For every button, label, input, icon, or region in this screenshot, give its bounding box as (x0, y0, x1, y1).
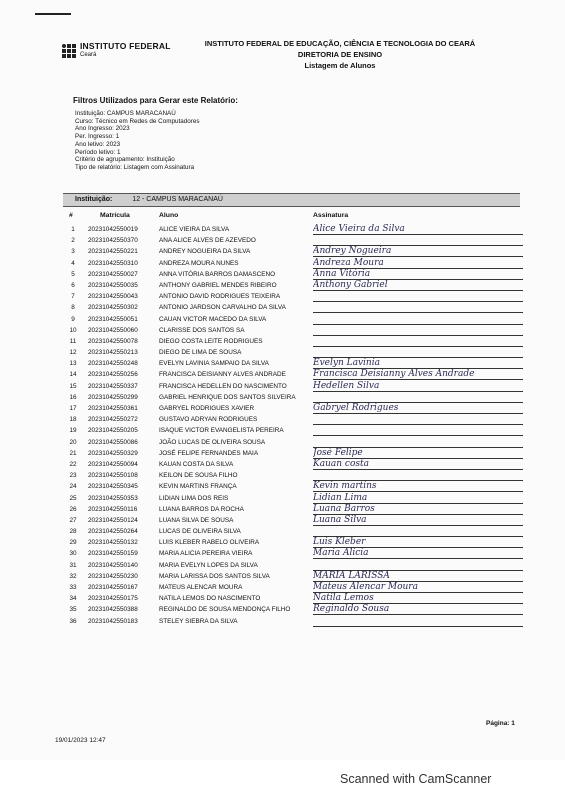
filter-line: Ano letivo: 2023 (75, 140, 121, 148)
row-matricula: 20231042550140 (88, 561, 138, 569)
print-date: 19/01/2023 12:47 (55, 737, 106, 744)
row-signature: MARIA LARISSA (313, 571, 523, 582)
row-matricula: 20231042550388 (88, 606, 138, 614)
student-table (63, 224, 523, 627)
table-row (63, 336, 523, 347)
table-row (63, 448, 523, 459)
row-number: 12 (69, 349, 77, 357)
row-number: 18 (69, 416, 77, 424)
row-matricula: 20231042550310 (88, 259, 138, 267)
row-number: 26 (69, 505, 77, 513)
row-signature (313, 616, 523, 627)
row-matricula: 20231042550086 (88, 438, 138, 446)
table-row (63, 392, 523, 403)
table-row (63, 358, 523, 369)
row-signature: Maria Alicia (313, 548, 523, 559)
table-row (63, 571, 523, 582)
row-matricula: 20231042550337 (88, 382, 138, 390)
filter-line: Instituição: CAMPUS MARACANAÚ (75, 110, 176, 117)
logo-grid-icon (62, 44, 76, 58)
filter-line: Tipo de relatório: Listagem com Assinatura (75, 163, 195, 171)
row-student-name: ANA ALICE ALVES DE AZEVEDO (159, 237, 256, 245)
row-signature: Francisca Deisianny Alves Andrade (313, 369, 523, 380)
table-row (63, 403, 523, 414)
row-signature: Anna Vitória (313, 269, 523, 280)
row-student-name: LUIS KLEBER RABELO OLIVEIRA (159, 539, 260, 547)
row-signature: Kauan costa (313, 459, 523, 470)
row-signature: Andrey Nogueira (313, 246, 523, 257)
row-number: 7 (71, 293, 75, 301)
table-row (63, 369, 523, 380)
row-matricula: 20231042550256 (88, 371, 138, 379)
row-matricula: 20231042550361 (88, 405, 138, 412)
row-matricula: 20231042550248 (88, 360, 138, 368)
row-signature (313, 414, 523, 425)
row-student-name: FRANCISCA HEDELLEN DO NASCIMENTO (159, 382, 287, 390)
table-row (63, 515, 523, 526)
table-row (63, 325, 523, 336)
row-matricula: 20231042550183 (88, 617, 138, 625)
row-student-name: CLARISSE DOS SANTOS SA (159, 326, 245, 334)
row-signature (313, 302, 523, 313)
row-number: 27 (69, 516, 77, 524)
scan-mark (35, 13, 71, 15)
row-signature: Luana Silva (313, 515, 523, 526)
table-row (63, 459, 523, 470)
row-number: 4 (71, 259, 75, 267)
filter-line: Per. Ingresso: 1 (75, 133, 120, 141)
report-header (160, 38, 520, 71)
filter-line: Curso: Técnico em Redes de Computadores (75, 117, 200, 125)
table-row (63, 470, 523, 481)
row-number: 1 (71, 226, 75, 233)
column-aluno: Aluno (159, 212, 179, 219)
row-student-name: CAUAN VICTOR MACEDO DA SILVA (159, 315, 267, 323)
row-matricula: 20231042550132 (88, 539, 138, 547)
row-number: 9 (71, 315, 75, 323)
row-matricula: 20231042550060 (88, 326, 138, 334)
row-matricula: 20231042550108 (88, 472, 138, 480)
page-number: Página: 1 (486, 720, 515, 727)
row-number: 10 (69, 326, 77, 334)
table-row (63, 224, 523, 235)
row-signature: José Felipe (313, 448, 523, 459)
table-row (63, 347, 523, 358)
row-matricula: 20231042550205 (88, 427, 138, 435)
institution-label: Instituição: (75, 196, 113, 203)
row-student-name: LUCAS DE OLIVEIRA SILVA (159, 528, 241, 536)
row-student-name: FRANCISCA DEISIANNY ALVES ANDRADE (159, 371, 286, 379)
row-signature (313, 291, 523, 302)
row-matricula: 20231042550094 (88, 460, 138, 468)
table-row (63, 582, 523, 593)
column-number: # (69, 212, 73, 219)
table-row (63, 291, 523, 302)
row-signature (313, 325, 523, 336)
column-assinatura: Assinatura (313, 212, 349, 219)
row-matricula: 20231042550230 (88, 572, 138, 580)
row-signature (313, 235, 523, 246)
row-matricula: 20231042550116 (88, 505, 138, 513)
row-student-name: ISAQUE VICTOR EVANGELISTA PEREIRA (159, 427, 284, 435)
row-matricula: 20231042550329 (88, 449, 138, 457)
row-matricula: 20231042550221 (88, 248, 138, 256)
institution-value: 12 - CAMPUS MARACANAÚ (132, 196, 223, 203)
row-matricula: 20231042550019 (88, 226, 138, 233)
logo-title: INSTITUTO FEDERAL (80, 41, 171, 51)
row-signature (313, 392, 523, 403)
row-signature: Evelyn Lavinia (313, 358, 523, 369)
row-student-name: DIEGO DE LIMA DE SOUSA (159, 349, 242, 357)
row-student-name: MATEUS ALENCAR MOURA (159, 584, 243, 591)
row-matricula: 20231042550299 (88, 393, 138, 401)
table-row (63, 437, 523, 448)
row-student-name: LIDIAN LIMA DOS REIS (159, 494, 229, 502)
row-matricula: 20231042550353 (88, 494, 138, 502)
row-number: 25 (69, 494, 77, 502)
row-signature: Hedellen Silva (313, 381, 523, 392)
row-signature: Gabryel Rodrigues (313, 403, 523, 414)
row-number: 11 (69, 337, 77, 345)
row-number: 13 (69, 360, 77, 368)
table-row (63, 537, 523, 548)
row-matricula: 20231042550175 (88, 595, 138, 603)
row-signature (313, 425, 523, 436)
table-row (63, 414, 523, 425)
row-number: 21 (69, 449, 77, 457)
row-student-name: STELEY SIEBRA DA SILVA (159, 617, 238, 625)
row-student-name: ANTONIO DAVID RODRIGUES TEIXEIRA (159, 293, 281, 301)
row-student-name: MARIA LARISSA DOS SANTOS SILVA (159, 572, 270, 580)
row-student-name: ANDREY NOGUEIRA DA SILVA (159, 248, 251, 256)
table-row (63, 235, 523, 246)
row-student-name: KAUAN COSTA DA SILVA (159, 460, 234, 468)
row-signature: Alice Vieira da Silva (313, 224, 523, 235)
row-student-name: MARIA EVELYN LOPES DA SILVA (159, 561, 258, 569)
row-student-name: NATILA LEMOS DO NASCIMENTO (159, 595, 261, 603)
table-row (63, 246, 523, 257)
row-matricula: 20231042550213 (88, 349, 138, 357)
row-number: 36 (69, 617, 77, 625)
row-matricula: 20231042550035 (88, 281, 138, 289)
row-matricula: 20231042550167 (88, 584, 138, 591)
table-row (63, 504, 523, 515)
institution-logo (62, 42, 171, 60)
row-matricula: 20231042550159 (88, 550, 138, 558)
row-number: 2 (71, 237, 75, 245)
filter-line: Ano Ingresso: 2023 (75, 125, 130, 133)
row-student-name: JOSÉ FELIPE FERNANDES MAIA (159, 449, 259, 457)
logo-subtitle: Ceará (80, 52, 97, 58)
column-matricula: Matrícula (100, 212, 130, 219)
row-student-name: GABRYEL RODRIGUES XAVIER (159, 405, 255, 412)
row-student-name: ANNA VITÓRIA BARROS DAMASCENO (159, 270, 276, 278)
row-signature (313, 314, 523, 325)
row-student-name: LUANA BARROS DA ROCHA (159, 505, 244, 513)
row-signature: Luis Kleber (313, 537, 523, 548)
institution-bar (63, 193, 520, 207)
table-row (63, 481, 523, 492)
row-number: 14 (69, 371, 77, 379)
row-signature: Anthony Gabriel (313, 280, 523, 291)
table-row (63, 302, 523, 313)
row-student-name: GABRIEL HENRIQUE DOS SANTOS SILVEIRA (159, 393, 296, 401)
row-signature (313, 347, 523, 358)
table-row (63, 593, 523, 604)
row-student-name: ANTHONY GABRIEL MENDES RIBEIRO (159, 281, 277, 289)
row-student-name: REGINALDO DE SOUSA MENDONÇA FILHO (159, 606, 291, 614)
filter-line: Período letivo: 1 (75, 148, 121, 156)
row-signature: Mateus Alencar Moura (313, 582, 523, 593)
row-number: 31 (69, 561, 77, 569)
row-number: 30 (69, 550, 77, 558)
table-row (63, 314, 523, 325)
table-row (63, 269, 523, 280)
row-number: 24 (69, 483, 77, 491)
table-row (63, 560, 523, 571)
row-student-name: LUANA SILVA DE SOUSA (159, 516, 234, 524)
row-student-name: DIEGO COSTA LEITE RODRIGUES (159, 337, 263, 345)
row-student-name: ANTONIO JARDSON CARVALHO DA SILVA (159, 304, 286, 312)
row-number: 16 (69, 393, 77, 401)
row-number: 3 (71, 248, 75, 256)
header-department: DIRETORIA DE ENSINO (297, 50, 383, 59)
row-student-name: JOÃO LUCAS DE OLIVEIRA SOUSA (159, 438, 266, 446)
row-student-name: EVELYN LAVINIA SAMPAIO DA SILVA (159, 360, 269, 368)
table-row (63, 258, 523, 269)
row-student-name: ALICE VIEIRA DA SILVA (159, 226, 230, 233)
row-number: 35 (69, 606, 77, 614)
table-row (63, 616, 523, 627)
row-number: 34 (69, 595, 77, 603)
row-matricula: 20231042550043 (88, 293, 138, 301)
row-signature: Kevin martins (313, 481, 523, 492)
row-student-name: KEVIN MARTINS FRANÇA (159, 483, 237, 491)
row-number: 23 (69, 472, 77, 480)
table-row (63, 526, 523, 537)
filters-title: Filtros Utilizados para Gerar este Relatório: (73, 96, 238, 105)
row-student-name: GUSTAVO ADRYAN RODRIGUES (159, 416, 258, 424)
row-number: 8 (71, 304, 75, 312)
row-number: 32 (69, 572, 77, 580)
row-number: 20 (69, 438, 77, 446)
row-matricula: 20231042550124 (88, 516, 138, 524)
table-row (63, 548, 523, 559)
row-matricula: 20231042550302 (88, 304, 138, 312)
header-institution: INSTITUTO FEDERAL DE EDUCAÇÃO, CIÊNCIA E TECNOLOGIA DO CEARÁ (204, 39, 476, 48)
row-matricula: 20231042550370 (88, 237, 138, 245)
row-signature (313, 336, 523, 347)
row-matricula: 20231042550078 (88, 337, 138, 345)
filter-line: Critério de agrupamento: Instituição (75, 156, 175, 164)
row-signature (313, 437, 523, 448)
row-signature (313, 560, 523, 571)
row-matricula: 20231042550264 (88, 528, 138, 536)
table-row (63, 280, 523, 291)
row-number: 28 (69, 528, 77, 536)
row-signature (313, 470, 523, 481)
row-signature: Natila Lemos (313, 593, 523, 604)
row-student-name: MARIA ALICIA PEREIRA VIEIRA (159, 550, 253, 558)
row-number: 15 (69, 382, 77, 390)
row-student-name: KEILON DE SOUSA FILHO (159, 472, 238, 480)
row-number: 29 (69, 539, 77, 547)
row-matricula: 20231042550027 (88, 270, 138, 278)
row-number: 33 (69, 584, 77, 591)
table-row (63, 425, 523, 436)
row-number: 6 (71, 281, 75, 289)
row-number: 22 (69, 460, 77, 468)
filters-list (75, 110, 199, 172)
row-signature (313, 526, 523, 537)
table-row (63, 493, 523, 504)
header-report-title: Listagem de Alunos (304, 61, 376, 70)
scanner-watermark: Scanned with CamScanner (340, 772, 492, 786)
row-signature: Andreza Moura (313, 258, 523, 269)
row-signature: Lidian Lima (313, 493, 523, 504)
row-number: 5 (71, 270, 75, 278)
table-row (63, 604, 523, 615)
table-row (63, 381, 523, 392)
row-matricula: 20231042550051 (88, 315, 138, 323)
row-number: 19 (69, 427, 77, 435)
row-number: 17 (69, 405, 77, 412)
row-matricula: 20231042550345 (88, 483, 138, 491)
row-matricula: 20231042550272 (88, 416, 138, 424)
row-signature: Luana Barros (313, 504, 523, 515)
row-student-name: ANDREZA MOURA NUNES (159, 259, 239, 267)
row-signature: Reginaldo Sousa (313, 604, 523, 615)
